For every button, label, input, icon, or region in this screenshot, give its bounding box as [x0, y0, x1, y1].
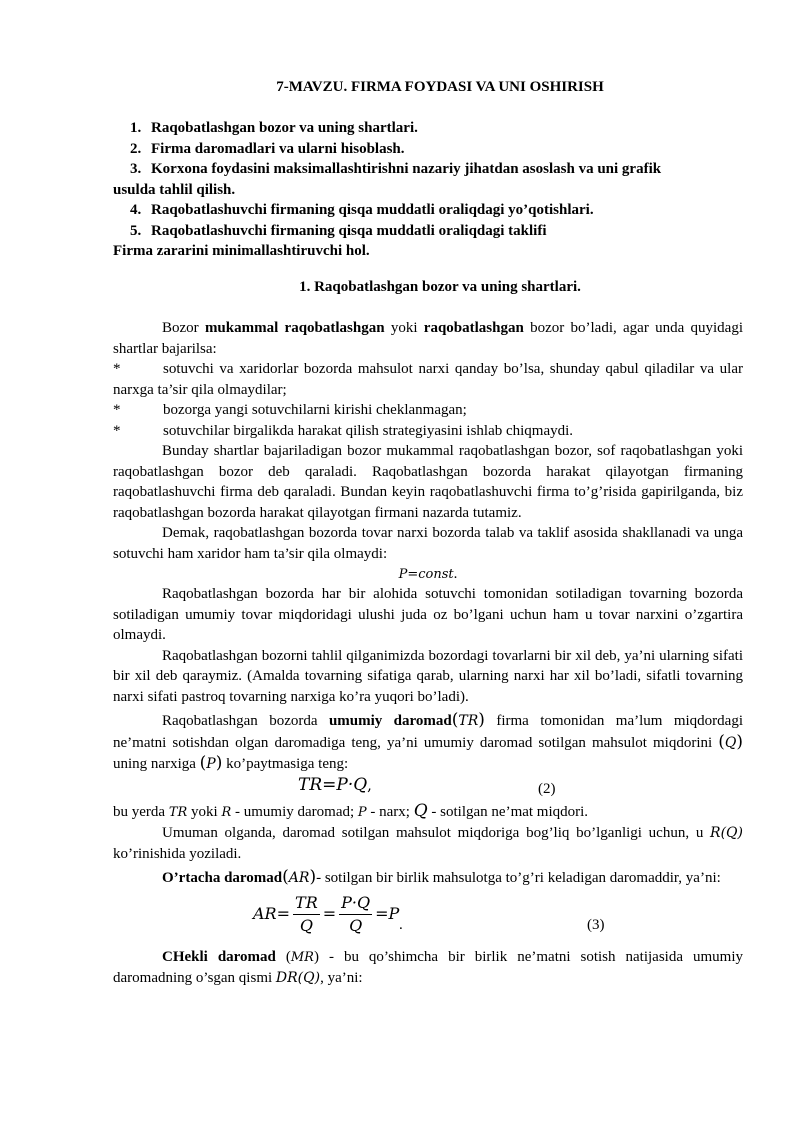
- paragraph: Raqobatlashgan bozorda har bir alohida sotuvchi tomonidan sotiladigan tovarning bozorda sotiladigan umumiy tovar miqdoridagi ulushi juda oz bo’lgani uchun ham u tovar narxini o’zgartira olmaydi.: [113, 586, 743, 643]
- text-run: firma tomonidan ma’lum miqdordagi ne’matni sotishdan olgan daromadiga teng, ya’ni umumiy daromad sotilgan mahsulot miqdorini: [113, 713, 743, 751]
- formula-text: =: [322, 904, 337, 924]
- text-run: Umuman olganda, daromad sotilgan mahsulot miqdoriga bog’liq bo’lganligi uchun, u: [162, 825, 711, 841]
- outline-number: 5.: [130, 222, 142, 239]
- text-run: ) - bu qo’shimcha bir birlik ne’matni sotish natijasida umumiy daromadning o’sgan qismi: [113, 948, 743, 986]
- outline-text: Korxona foydasini maksimallashtirishni nazariy jihatdan asoslash va uni grafik: [151, 161, 662, 177]
- outline-extra-line: Firma zararini minimallashtiruvchi hol.: [113, 243, 370, 259]
- bullet-text: bozorga yangi sotuvchilarni kirishi cheklanmagan;: [163, 402, 467, 418]
- text-run: - umumiy daromad;: [231, 803, 358, 820]
- formula-text: AR=: [253, 904, 291, 924]
- text-run: ko’paytmasiga teng:: [222, 756, 349, 772]
- paragraph: Demak, raqobatlashgan bozorda tovar narxi bozorda talab va taklif asosida shakllanadi va unga sotuvchi ham xaridor ham ta’sir qila olmaydi:: [113, 525, 743, 562]
- text-run: uning narxiga: [113, 756, 200, 772]
- outline-number: 3.: [130, 161, 142, 177]
- bullet-marker: *: [113, 402, 121, 418]
- page-title: 7-MAVZU. FIRMA FOYDASI VA UNI OSHIRISH: [276, 79, 604, 95]
- equation-number: (2): [538, 780, 556, 797]
- math-symbol: Q: [413, 800, 428, 821]
- outline-item: [113, 118, 743, 139]
- math-symbol: AR: [288, 870, 310, 886]
- text-run: - narx;: [366, 803, 414, 820]
- formula-text: P=const: [398, 567, 454, 582]
- formula-punct: .: [453, 566, 458, 582]
- text-run: (: [275, 948, 291, 965]
- numerator: TR: [293, 892, 320, 915]
- math-symbol: P: [357, 804, 367, 820]
- fraction: [293, 892, 320, 937]
- math-symbol: P: [206, 756, 216, 772]
- denominator: Q: [299, 916, 313, 935]
- text-run: bu yerda: [113, 803, 169, 820]
- outline-item: [113, 221, 743, 242]
- text-run: bozor bo’ladi, agar unda quyidagi shartlar bajarilsa:: [113, 320, 743, 357]
- text-run: - sotilgan bir birlik mahsulotga to’g’ri keladigan daromaddir, ya’ni:: [316, 870, 721, 886]
- math-symbol: R(Q): [710, 825, 743, 841]
- outline-item-continuation: usulda tahlil qilish.: [113, 181, 236, 198]
- formula-punct: .: [399, 916, 403, 933]
- math-symbol: MR: [290, 949, 314, 965]
- outline-item: [113, 159, 743, 180]
- formula-price-const: [113, 564, 743, 584]
- bullet-text: sotuvchilar birgalikda harakat qilish strategiyasini ishlab chiqmaydi.: [163, 422, 574, 439]
- numerator: P·Q: [339, 892, 372, 915]
- section-heading: 1. Raqobatlashgan bozor va uning shartlari.: [299, 279, 581, 295]
- bold-term: mukammal raqobatlashgan: [204, 320, 385, 336]
- formula-punct: ,: [367, 775, 372, 794]
- math-symbol: Q: [724, 734, 737, 751]
- outline-number: 2.: [130, 140, 142, 157]
- text-run: Raqobatlashgan bozorda: [162, 713, 329, 729]
- outline-item: [113, 139, 743, 160]
- denominator: Q: [349, 916, 363, 935]
- text-run: ko’rinishida yoziladi.: [113, 845, 242, 862]
- text-run: , ya’ni:: [320, 970, 363, 986]
- bold-term: CHekli daromad: [162, 948, 276, 965]
- bullet-item: [113, 359, 743, 400]
- outline-text: Firma daromadlari va ularni hisoblash.: [151, 140, 405, 157]
- bold-term: raqobatlashgan: [423, 320, 524, 336]
- bullet-text: sotuvchi va xaridorlar bozorda mahsulot narxi qanday bo’lsa, shunday qabul qiladilar va ular narxga ta’sir qila olmaydilar;: [113, 361, 743, 398]
- outline-text: Raqobatlashgan bozor va uning shartlari.: [151, 120, 418, 136]
- paragraph-average-revenue: O’rtacha daromad(AR)- sotilgan bir birlik mahsulotga to’g’ri keladigan daromaddir, ya’ni:: [162, 867, 721, 887]
- body-text: [113, 318, 743, 989]
- formula-total-revenue: [113, 775, 743, 801]
- text-run: Bozor: [162, 320, 205, 336]
- bullet-item: [113, 421, 743, 442]
- math-symbol: TR: [168, 804, 188, 820]
- paragraph: Bunday shartlar bajariladigan bozor mukammal raqobatlashgan bozor, sof raqobatlashgan yoki raqobatlashgan bozor deb qaraladi. Raqobatlashgan bozorda harakat qilayotgan firmaning raqobatlashuvchi firma deb qaraladi. Bundan keyin raqobatlashuvchi firma to’g’risida gapirilganda, biz raqobatlashgan bozorda harakat qilayotgan firmani nazarda tutamiz.: [113, 443, 743, 521]
- paragraph: Raqobatlashgan bozorni tahlil qilganimizda bozordagi tovarlarni bir xil deb, ya’ni ularning sifati bir xil deb qaraymiz. (Amalda tovarning sifatiga qarab, ularning narxi har xil bo’ladi, sifatli tovarning narxi sifati pastroq tovarning narxiga ko’ra yuqori bo’ladi).: [113, 647, 743, 705]
- math-symbol: R: [221, 804, 232, 820]
- fraction: [339, 892, 372, 937]
- text-run: yoki: [187, 803, 222, 820]
- text-run: - sotilgan ne’mat miqdori.: [427, 803, 589, 820]
- formula-average-revenue: [113, 889, 743, 947]
- outline-text: Raqobatlashuvchi firmaning qisqa muddatli oraliqdagi yo’qotishlari.: [151, 202, 594, 218]
- paragraph-definition: [113, 318, 743, 359]
- formula-text: =P: [375, 904, 400, 924]
- bullet-item: [113, 400, 743, 421]
- outline-item: [113, 200, 743, 221]
- outline-text: Raqobatlashuvchi firmaning qisqa muddatli oraliqdagi taklifi: [151, 222, 547, 239]
- paragraph-marginal-revenue: [113, 947, 743, 989]
- outline-number: 4.: [130, 202, 142, 218]
- formula-text: TR=P·Q: [298, 774, 368, 795]
- paragraph-total-revenue: Raqobatlashgan bozorda umumiy daromad(TR) firma tomonidan ma’lum miqdordagi ne’matni sotishdan olgan daromadiga teng, ya’ni umumiy daromad sotilgan mahsulot miqdorini (Q) uning narxiga (P) ko’paytmasiga teng:: [113, 710, 743, 773]
- math-symbol: DR(Q): [275, 970, 321, 986]
- paragraph-definitions: [113, 801, 743, 824]
- topic-outline: [113, 118, 743, 262]
- bullet-marker: *: [113, 422, 121, 439]
- paragraph: [113, 823, 743, 864]
- outline-number: 1.: [130, 120, 142, 136]
- equation-number: (3): [587, 916, 605, 933]
- bold-term: O’rtacha daromad: [162, 870, 283, 886]
- math-symbol: TR: [458, 713, 479, 729]
- bold-term: umumiy daromad: [328, 713, 452, 729]
- bullet-marker: *: [113, 361, 121, 377]
- text-run: yoki: [384, 320, 424, 336]
